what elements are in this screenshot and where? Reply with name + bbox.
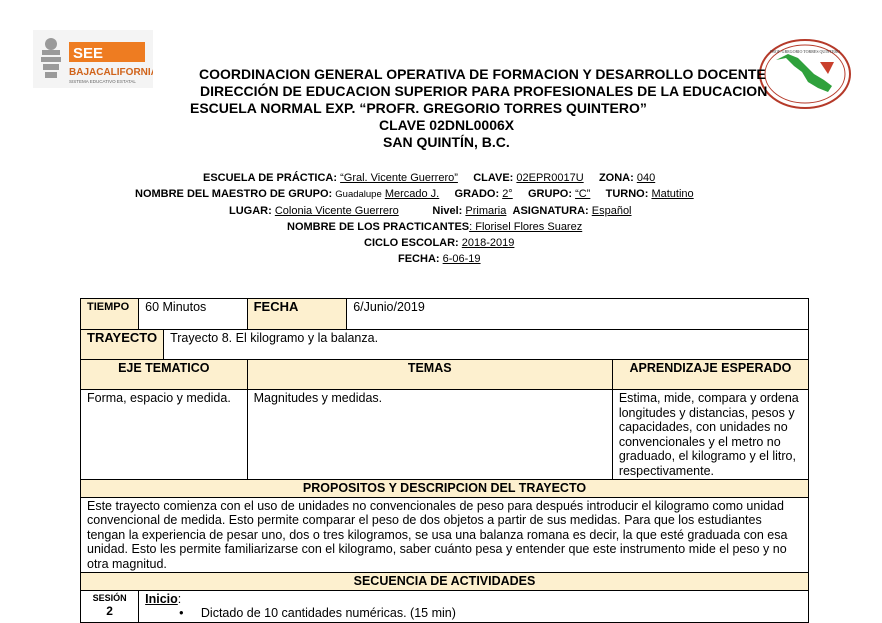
grado-value: 2°	[502, 188, 513, 200]
header-line-5: SAN QUINTÍN, B.C.	[383, 134, 510, 150]
practicantes-label: NOMBRE DE LOS PRACTICANTES	[287, 221, 470, 233]
tiempo-label: TIEMPO	[81, 299, 139, 330]
sesion-label: SESIÓN	[92, 592, 127, 603]
header-line-2: DIRECCIÓN DE EDUCACION SUPERIOR PARA PROFESIONALES DE LA EDUCACION	[200, 83, 768, 99]
inicio-colon: :	[177, 591, 182, 606]
eje-header: EJE TEMATICO	[81, 360, 248, 390]
trayecto-label: TRAYECTO	[81, 330, 164, 360]
escuela-label: ESCUELA DE PRÁCTICA:	[203, 172, 338, 184]
row-sesion	[81, 590, 809, 622]
turno-value: Matutino	[651, 188, 694, 200]
temas-header: TEMAS	[247, 360, 612, 390]
asignatura-value: Español	[591, 205, 632, 217]
ciclo-label: CICLO ESCOLAR:	[364, 237, 459, 249]
row-headers	[81, 360, 809, 390]
bullet: •	[179, 606, 184, 620]
maestro-label: NOMBRE DEL MAESTRO DE GRUPO:	[135, 188, 333, 200]
sesion-value: 2	[106, 603, 113, 618]
grupo-value: “C”	[575, 188, 591, 200]
actividades-cell	[139, 590, 809, 622]
clave-value: 02EPR0017U	[516, 172, 584, 184]
info-row-lugar	[229, 203, 632, 219]
row-propositos-text	[81, 497, 809, 573]
info-row-escuela	[203, 170, 655, 186]
grado-label: GRADO:	[454, 188, 500, 200]
temas-value: Magnitudes y medidas.	[247, 390, 612, 480]
eje-value: Forma, espacio y medida.	[81, 390, 248, 480]
lugar-label: LUGAR:	[229, 205, 272, 217]
info-row-practicantes	[287, 219, 582, 235]
turno-label: TURNO:	[605, 188, 649, 200]
row-tiempo-fecha	[81, 299, 809, 330]
header-line-4: CLAVE 02DNL0006X	[379, 117, 515, 133]
row-trayecto	[81, 330, 809, 360]
svg-text:BAJACALIFORNIA: BAJACALIFORNIA	[69, 67, 153, 78]
fecha-label: FECHA:	[398, 253, 440, 265]
escuela-value: “Gral. Vicente Guerrero”	[340, 172, 458, 184]
maestro-last: Mercado J.	[384, 188, 440, 200]
trayecto-value: Trayecto 8. El kilogramo y la balanza.	[164, 330, 809, 360]
zona-value: 040	[636, 172, 656, 184]
svg-text:SISTEMA EDUCATIVO ESTATAL: SISTEMA EDUCATIVO ESTATAL	[69, 79, 136, 84]
secuencia-header: SECUENCIA DE ACTIVIDADES	[81, 573, 809, 591]
see-baja-california-logo	[33, 30, 153, 88]
row-secuencia-header	[81, 573, 809, 591]
propositos-header: PROPOSITOS Y DESCRIPCION DEL TRAYECTO	[81, 480, 809, 498]
planning-table	[80, 298, 809, 623]
info-row-ciclo	[364, 235, 514, 251]
tiempo-value: 60 Minutos	[139, 299, 247, 330]
zona-label: ZONA:	[598, 172, 634, 184]
maestro-first: Guadalupe	[335, 189, 382, 200]
lugar-value: Colonia Vicente Guerrero	[274, 205, 399, 217]
svg-text:PROF. GREGORIO TORRES QUINTERO: PROF. GREGORIO TORRES QUINTERO	[770, 49, 840, 54]
clave-label: CLAVE:	[473, 172, 514, 184]
aprendizaje-header: APRENDIZAJE ESPERADO	[612, 360, 808, 390]
escuela-normal-logo	[758, 38, 852, 110]
actividad-1: Dictado de 10 cantidades numéricas. (15 min)	[200, 606, 456, 620]
nivel-value: Primaria	[465, 205, 507, 217]
header-line-3: ESCUELA NORMAL EXP. “PROFR. GREGORIO TORRES QUINTERO”	[190, 100, 647, 116]
aprendizaje-value: Estima, mide, compara y ordena longitudes y distancias, pesos y capacidades, con unidades no convencionales y el metro no graduado, el kilogramo y el litro, respectivamente.	[612, 390, 808, 480]
asignatura-label: ASIGNATURA:	[512, 205, 589, 217]
inicio-label: Inicio	[145, 591, 178, 606]
grupo-label: GRUPO:	[528, 188, 572, 200]
fecha-value: 6-06-19	[442, 253, 481, 265]
nivel-label: Nivel:	[432, 205, 463, 217]
svg-text:SEE: SEE	[73, 45, 104, 62]
propositos-text: Este trayecto comienza con el uso de unidades no convencionales de peso para después introducir el kilogramo como unidad convencional de medida. Esto permite comparar el peso de dos objetos a partir de sus medidas. Para que los estudiantes tengan la experiencia de pesar uno, dos o tres kilogramos, se usa una balanza romana es decir, la que esté graduada con esa unidad. Esto les permite familiarizarse con el kilogramo, saber cuánto pesa y entender que este instrumento mide el peso y no otra magnitud.	[81, 497, 809, 573]
fecha-value-cell: 6/Junio/2019	[347, 299, 809, 330]
practicantes-value: : Florisel Flores Suarez	[469, 221, 583, 233]
sesion-cell	[81, 590, 139, 622]
info-row-maestro	[135, 186, 694, 203]
ciclo-value: 2018-2019	[461, 237, 515, 249]
fecha-header: FECHA	[247, 299, 347, 330]
row-contenido	[81, 390, 809, 480]
header-line-1: COORDINACION GENERAL OPERATIVA DE FORMACION Y DESARROLLO DOCENTE	[199, 66, 766, 82]
row-propositos-header	[81, 480, 809, 498]
info-row-fecha	[398, 251, 481, 267]
